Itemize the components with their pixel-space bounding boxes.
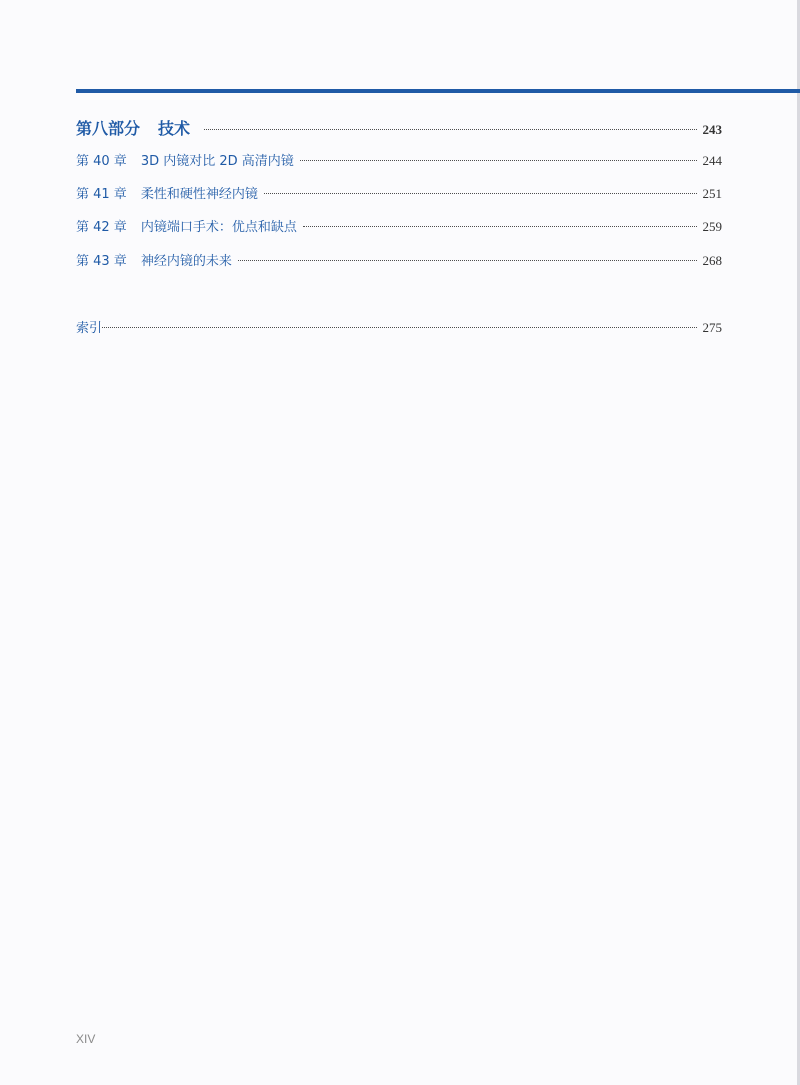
dot-leader [264,193,697,194]
index-title: 索引 [76,321,103,336]
chapter-title: 内镜端口手术：优点和缺点 [140,220,297,235]
toc-chapter-entry[interactable] [76,250,722,269]
chapter-title: 神经内镜的未来 [140,254,232,269]
part-label: 第八部分 [76,119,141,138]
dot-leader [300,160,697,161]
toc-chapter-entry[interactable] [76,216,722,235]
chapter-label: 第 41 章 [76,187,127,202]
chapter-page-number: 259 [702,219,722,234]
chapter-label: 第 43 章 [76,254,127,269]
chapter-label: 第 40 章 [76,154,127,169]
chapter-title: 柔性和硬性神经内镜 [140,187,258,202]
chapter-page-number: 251 [702,186,722,201]
footer-page-number: XIV [76,1032,96,1046]
toc-chapter-entry[interactable] [76,183,722,202]
dot-leader [204,129,696,130]
part-title: 技术 [158,119,191,138]
toc-chapter-entry[interactable] [76,150,722,169]
dot-leader [102,327,696,328]
index-page-number: 275 [702,320,722,335]
chapter-page-number: 244 [702,153,722,168]
chapter-page-number: 268 [702,253,722,268]
chapter-label: 第 42 章 [76,220,127,235]
chapter-title: 3D 内镜对比 2D 高清内镜 [140,154,294,169]
part-page-number: 243 [702,122,722,137]
dot-leader [238,260,697,261]
toc-part-entry[interactable] [76,116,722,139]
top-rule [76,89,800,93]
dot-leader [303,226,697,227]
toc-index-entry[interactable] [76,317,722,336]
